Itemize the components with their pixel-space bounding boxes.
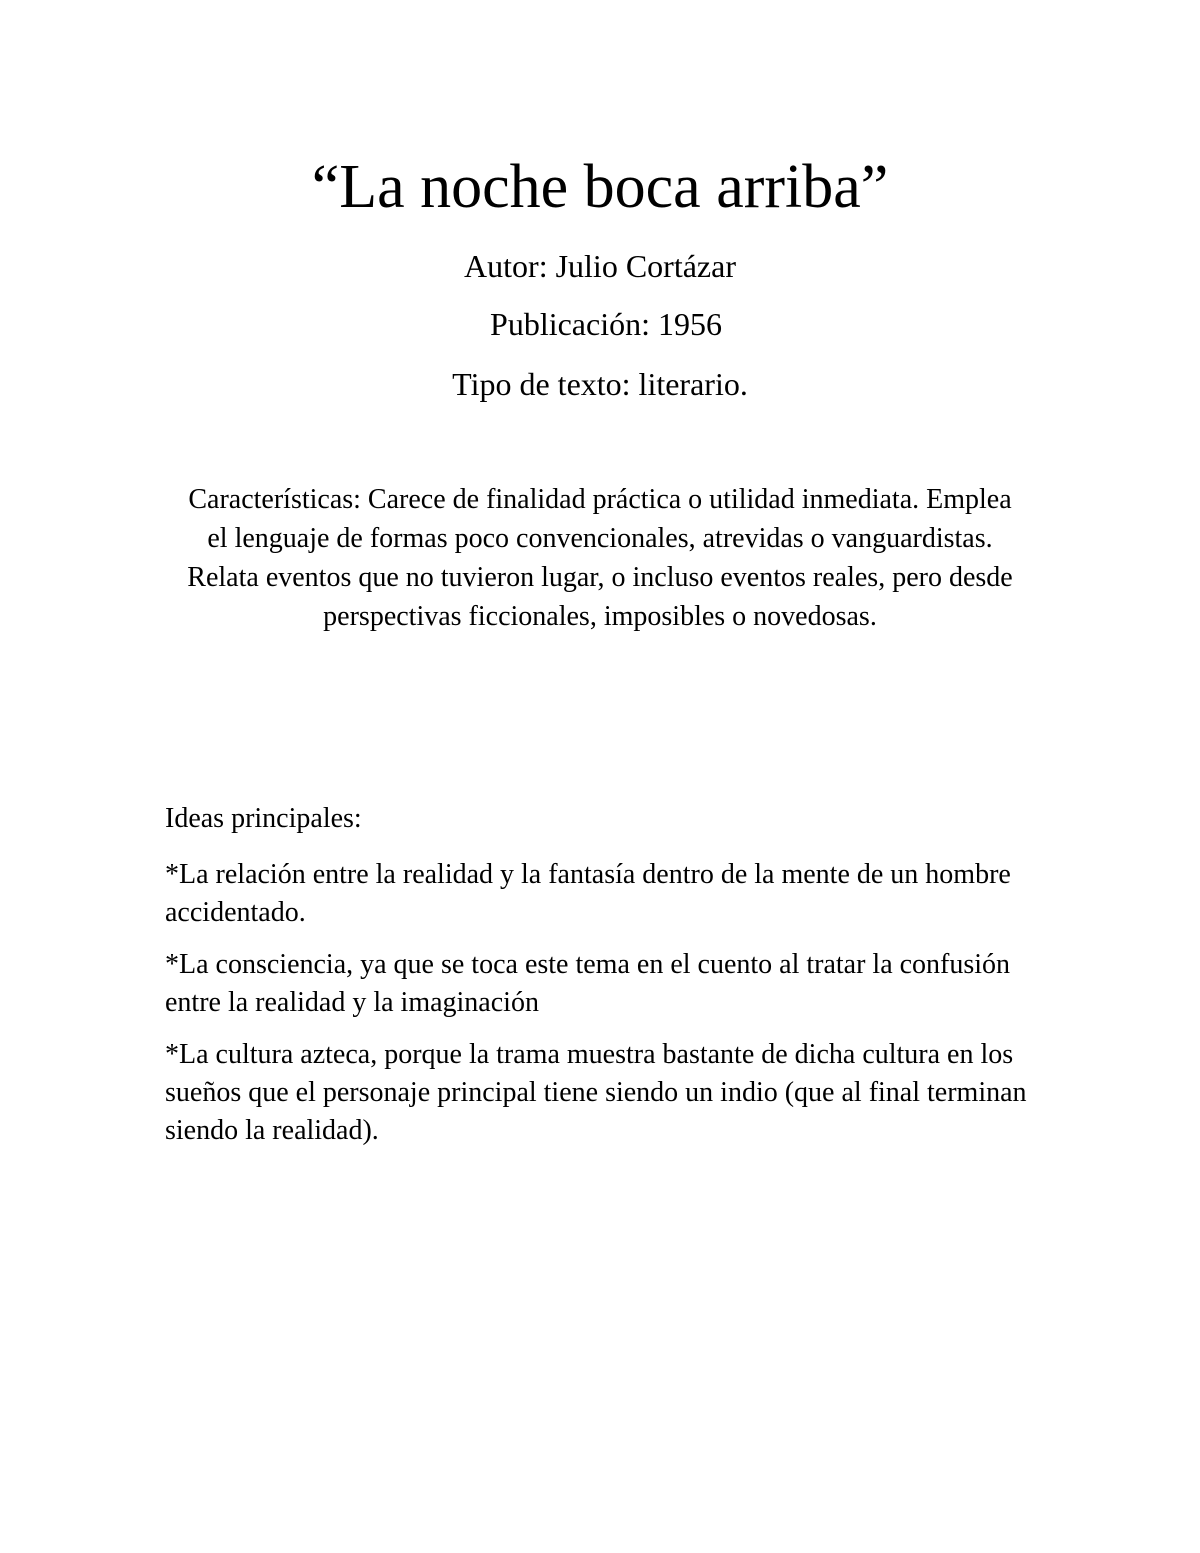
document-title: “La noche boca arriba” <box>311 153 889 221</box>
ideas-heading: Ideas principales: <box>165 803 362 834</box>
text-type-line: Tipo de texto: literario. <box>452 366 748 402</box>
idea-item: *La consciencia, ya que se toca este tema en el cuento al tratar la confusión entre la realidad y la imaginación <box>165 949 1011 1018</box>
idea-item: *La relación entre la realidad y la fantasía dentro de la mente de un hombre accidentado. <box>165 859 1011 928</box>
idea-item: *La cultura azteca, porque la trama muestra bastante de dicha cultura en los sueños que el personaje principal tiene siendo un indio (que al final terminan siendo la realidad). <box>165 1039 1027 1146</box>
main-ideas-section <box>165 800 1045 1164</box>
publication-line: Publicación: 1956 <box>490 306 722 342</box>
characteristics-paragraph: Características: Carece de finalidad práctica o utilidad inmediata. Emplea el lenguaje de formas poco convencionales, atrevidas o vanguardistas. Relata eventos que no tuvieron lugar, o incluso eventos reales, pero desde perspectivas ficcionales, imposibles o novedosas. <box>187 484 1013 632</box>
author-line: Autor: Julio Cortázar <box>464 248 736 284</box>
